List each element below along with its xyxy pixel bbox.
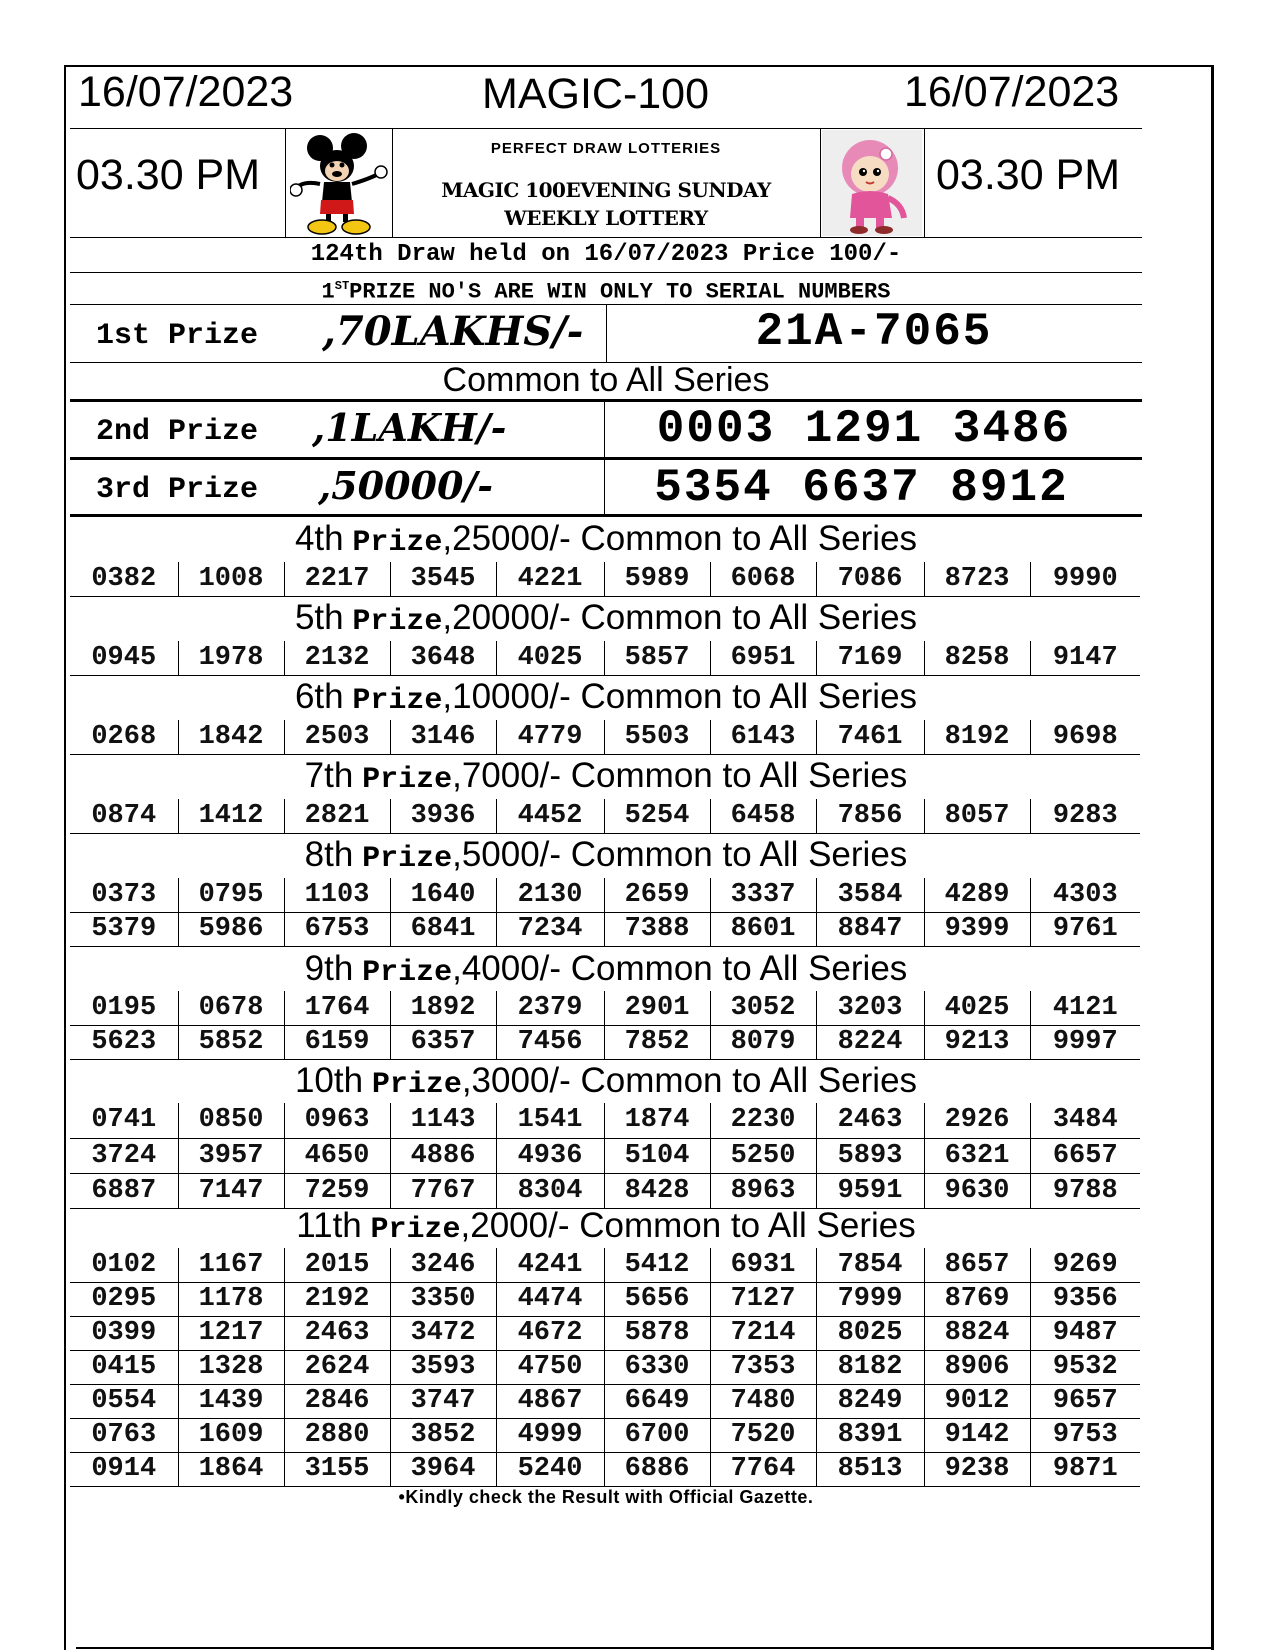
winning-number: 1143	[390, 1103, 496, 1138]
winning-numbers-grid	[70, 641, 1140, 676]
winning-number: 7767	[390, 1173, 496, 1208]
prize-ordinal: 9th	[304, 949, 354, 988]
first-prize-number: 21A-7065	[755, 306, 993, 358]
table-row	[70, 562, 1140, 596]
winning-number: 6931	[710, 1248, 816, 1282]
winning-number: 9532	[1030, 1350, 1140, 1384]
winning-number: 0741	[70, 1103, 178, 1138]
winning-number: 2192	[284, 1282, 390, 1316]
winning-number: 5254	[604, 799, 710, 833]
prize-title	[66, 1060, 1146, 1106]
winning-number: 5986	[178, 912, 284, 946]
winning-number: 6841	[390, 912, 496, 946]
winning-number: 0914	[70, 1452, 178, 1486]
winning-numbers-grid	[70, 1103, 1140, 1209]
winning-number: 3852	[390, 1418, 496, 1452]
winning-number: 9990	[1030, 562, 1140, 596]
winning-number: 6753	[284, 912, 390, 946]
table-row	[70, 1173, 1140, 1208]
winning-number: 0399	[70, 1316, 178, 1350]
time-right: 03.30 PM	[936, 151, 1121, 199]
winning-number: 6886	[604, 1452, 710, 1486]
winning-number: 5852	[178, 1025, 284, 1059]
prize-word: Prize	[352, 605, 443, 639]
winning-number: 8824	[924, 1316, 1030, 1350]
winning-number: 8258	[924, 641, 1030, 675]
table-row	[70, 1350, 1140, 1384]
second-prize-numbers: 0003 1291 3486	[656, 403, 1072, 455]
winning-number: 1640	[390, 878, 496, 912]
winning-number: 8192	[924, 720, 1030, 754]
table-row	[70, 720, 1140, 754]
draw-info: 124th Draw held on 16/07/2023 Price 100/-	[310, 241, 902, 268]
winning-number: 6700	[604, 1418, 710, 1452]
winning-number: 9147	[1030, 641, 1140, 675]
winning-number: 3203	[816, 991, 924, 1025]
winning-number: 4886	[390, 1138, 496, 1173]
winning-numbers-grid	[70, 991, 1140, 1060]
common-note: Common to All Series	[442, 361, 770, 399]
lottery-title-line1: MAGIC 100EVENING SUNDAY	[441, 178, 771, 202]
winning-number: 7259	[284, 1173, 390, 1208]
prize-word: Prize	[370, 1213, 461, 1247]
winning-number: 4867	[496, 1384, 604, 1418]
winning-number: 8428	[604, 1173, 710, 1208]
winning-number: 5503	[604, 720, 710, 754]
winning-numbers-grid	[70, 799, 1140, 834]
winning-number: 8769	[924, 1282, 1030, 1316]
table-row	[70, 1248, 1140, 1282]
winning-number: 7169	[816, 641, 924, 675]
winning-number: 5379	[70, 912, 178, 946]
winning-number: 4474	[496, 1282, 604, 1316]
winning-number: 0763	[70, 1418, 178, 1452]
prize-title	[66, 676, 1146, 722]
winning-number: 5250	[710, 1138, 816, 1173]
winning-number: 4241	[496, 1248, 604, 1282]
winning-number: 0195	[70, 991, 178, 1025]
first-prize-amount: ,70LAKHS/-	[322, 308, 584, 355]
winning-number: 9283	[1030, 799, 1140, 833]
winning-number: 1864	[178, 1452, 284, 1486]
winning-number: 0874	[70, 799, 178, 833]
winning-number: 2463	[816, 1103, 924, 1138]
prize-title	[66, 948, 1146, 994]
winning-number: 9142	[924, 1418, 1030, 1452]
table-row	[70, 878, 1140, 912]
winning-number: 4303	[1030, 878, 1140, 912]
winning-number: 5412	[604, 1248, 710, 1282]
winning-number: 3484	[1030, 1103, 1140, 1138]
winning-number: 7854	[816, 1248, 924, 1282]
prize-amount-note: ,5000/- Common to All Series	[452, 835, 908, 874]
winning-number: 3964	[390, 1452, 496, 1486]
winning-number: 3936	[390, 799, 496, 833]
winning-numbers-grid	[70, 878, 1140, 947]
winning-number: 5240	[496, 1452, 604, 1486]
table-row	[70, 1418, 1140, 1452]
winning-number: 6649	[604, 1384, 710, 1418]
winning-number: 1178	[178, 1282, 284, 1316]
winning-number: 9487	[1030, 1316, 1140, 1350]
table-row	[70, 641, 1140, 675]
prize-word: Prize	[362, 763, 453, 797]
prize-ordinal: 7th	[304, 756, 354, 795]
time-left: 03.30 PM	[76, 151, 261, 199]
winning-numbers-grid	[70, 720, 1140, 755]
winning-number: 2503	[284, 720, 390, 754]
table-row	[70, 912, 1140, 946]
bottom-rule	[76, 1647, 1214, 1649]
prize-amount-note: ,25000/- Common to All Series	[442, 519, 918, 558]
cartoon-mouse-icon	[290, 130, 390, 236]
prize-amount-note: ,7000/- Common to All Series	[452, 756, 908, 795]
prize-word: Prize	[352, 684, 443, 718]
winning-number: 0295	[70, 1282, 178, 1316]
table-row	[70, 1316, 1140, 1350]
winning-number: 3724	[70, 1138, 178, 1173]
table-row	[70, 1384, 1140, 1418]
winning-number: 2880	[284, 1418, 390, 1452]
winning-number: 7086	[816, 562, 924, 596]
prize-ordinal: 5th	[294, 598, 344, 637]
winning-number: 7388	[604, 912, 710, 946]
winning-number: 7764	[710, 1452, 816, 1486]
winning-number: 3052	[710, 991, 816, 1025]
winning-number: 0963	[284, 1103, 390, 1138]
winning-number: 5878	[604, 1316, 710, 1350]
winning-number: 0373	[70, 878, 178, 912]
winning-number: 7353	[710, 1350, 816, 1384]
date-left: 16/07/2023	[78, 68, 294, 116]
winning-number: 0945	[70, 641, 178, 675]
winning-number: 6458	[710, 799, 816, 833]
winning-number: 8224	[816, 1025, 924, 1059]
winning-number: 2821	[284, 799, 390, 833]
prize-title	[66, 834, 1146, 880]
winning-number: 4452	[496, 799, 604, 833]
winning-number: 5656	[604, 1282, 710, 1316]
game-name: MAGIC-100	[482, 70, 710, 118]
winning-number: 5989	[604, 562, 710, 596]
winning-number: 0678	[178, 991, 284, 1025]
winning-number: 1978	[178, 641, 284, 675]
winning-number: 4025	[496, 641, 604, 675]
winning-number: 3146	[390, 720, 496, 754]
winning-number: 8847	[816, 912, 924, 946]
winning-number: 4779	[496, 720, 604, 754]
winning-number: 1217	[178, 1316, 284, 1350]
prize-amount-note: ,10000/- Common to All Series	[442, 677, 918, 716]
serial-note: 1STPRIZE NO'S ARE WIN ONLY TO SERIAL NUMBERS	[321, 279, 891, 305]
prize-title	[66, 1205, 1146, 1251]
prize-amount-note: ,3000/- Common to All Series	[461, 1061, 918, 1100]
winning-number: 9788	[1030, 1173, 1140, 1208]
winning-number: 0268	[70, 720, 178, 754]
winning-number: 8963	[710, 1173, 816, 1208]
winning-number: 6159	[284, 1025, 390, 1059]
winning-number: 0382	[70, 562, 178, 596]
table-row	[70, 1025, 1140, 1059]
table-row	[70, 799, 1140, 833]
winning-number: 7214	[710, 1316, 816, 1350]
winning-number: 1439	[178, 1384, 284, 1418]
winning-number: 2230	[710, 1103, 816, 1138]
table-row	[70, 1138, 1140, 1173]
winning-number: 9997	[1030, 1025, 1140, 1059]
table-row	[70, 1282, 1140, 1316]
prize-title	[66, 597, 1146, 643]
winning-number: 1892	[390, 991, 496, 1025]
winning-number: 7456	[496, 1025, 604, 1059]
winning-number: 9591	[816, 1173, 924, 1208]
winning-number: 4672	[496, 1316, 604, 1350]
table-row	[70, 1452, 1140, 1486]
winning-number: 2379	[496, 991, 604, 1025]
prize-title	[66, 755, 1146, 801]
winning-number: 1412	[178, 799, 284, 833]
winning-number: 1764	[284, 991, 390, 1025]
winning-number: 3472	[390, 1316, 496, 1350]
winning-number: 4025	[924, 991, 1030, 1025]
winning-number: 9269	[1030, 1248, 1140, 1282]
winning-number: 0554	[70, 1384, 178, 1418]
winning-number: 0102	[70, 1248, 178, 1282]
winning-number: 3337	[710, 878, 816, 912]
prize-word: Prize	[371, 1068, 462, 1102]
winning-number: 7856	[816, 799, 924, 833]
winning-number: 1103	[284, 878, 390, 912]
table-row	[70, 1103, 1140, 1138]
table-row	[70, 991, 1140, 1025]
second-prize-label: 2nd Prize	[96, 415, 259, 449]
winning-number: 8057	[924, 799, 1030, 833]
winning-number: 6330	[604, 1350, 710, 1384]
winning-number: 9356	[1030, 1282, 1140, 1316]
winning-number: 3350	[390, 1282, 496, 1316]
winning-number: 1874	[604, 1103, 710, 1138]
winning-number: 8601	[710, 912, 816, 946]
winning-number: 5857	[604, 641, 710, 675]
divider	[70, 128, 1142, 129]
winning-number: 6657	[1030, 1138, 1140, 1173]
third-prize-amount: ,50000/-	[318, 463, 494, 508]
winning-number: 8906	[924, 1350, 1030, 1384]
winning-number: 5623	[70, 1025, 178, 1059]
winning-numbers-grid	[70, 562, 1140, 597]
winning-number: 3545	[390, 562, 496, 596]
lottery-title-line2: WEEKLY LOTTERY	[504, 206, 708, 230]
winning-number: 1328	[178, 1350, 284, 1384]
prize-ordinal: 8th	[304, 835, 354, 874]
prize-title	[66, 518, 1146, 564]
winning-number: 4289	[924, 878, 1030, 912]
winning-number: 0795	[178, 878, 284, 912]
winning-number: 6321	[924, 1138, 1030, 1173]
prize-amount-note: ,20000/- Common to All Series	[442, 598, 918, 637]
winning-number: 1842	[178, 720, 284, 754]
winning-number: 3155	[284, 1452, 390, 1486]
winning-number: 3584	[816, 878, 924, 912]
prize-word: Prize	[362, 956, 453, 990]
winning-number: 9630	[924, 1173, 1030, 1208]
winning-number: 9753	[1030, 1418, 1140, 1452]
winning-number: 1008	[178, 562, 284, 596]
prize-ordinal: 11th	[296, 1206, 362, 1245]
prize-ordinal: 10th	[294, 1061, 364, 1100]
winning-number: 7127	[710, 1282, 816, 1316]
winning-number: 6887	[70, 1173, 178, 1208]
company-name: PERFECT DRAW LOTTERIES	[490, 140, 722, 157]
winning-number: 7520	[710, 1418, 816, 1452]
winning-number: 2217	[284, 562, 390, 596]
winning-number: 8249	[816, 1384, 924, 1418]
winning-number: 7852	[604, 1025, 710, 1059]
winning-number: 8025	[816, 1316, 924, 1350]
prize-ordinal: 6th	[294, 677, 344, 716]
winning-number: 6068	[710, 562, 816, 596]
winning-number: 8079	[710, 1025, 816, 1059]
prize-amount-note: ,4000/- Common to All Series	[452, 949, 908, 988]
winning-number: 7999	[816, 1282, 924, 1316]
winning-number: 2926	[924, 1103, 1030, 1138]
winning-number: 2901	[604, 991, 710, 1025]
winning-number: 4999	[496, 1418, 604, 1452]
winning-number: 9399	[924, 912, 1030, 946]
winning-number: 2846	[284, 1384, 390, 1418]
winning-number: 3593	[390, 1350, 496, 1384]
winning-number: 6357	[390, 1025, 496, 1059]
winning-number: 6951	[710, 641, 816, 675]
winning-number: 9871	[1030, 1452, 1140, 1486]
winning-number: 9213	[924, 1025, 1030, 1059]
winning-number: 4121	[1030, 991, 1140, 1025]
third-prize-numbers: 5354 6637 8912	[654, 462, 1069, 514]
first-prize-label: 1st Prize	[96, 319, 259, 353]
prize-amount-note: ,2000/- Common to All Series	[460, 1206, 916, 1245]
prize-word: Prize	[362, 842, 453, 876]
winning-number: 5104	[604, 1138, 710, 1173]
winning-number: 1609	[178, 1418, 284, 1452]
third-prize-label: 3rd Prize	[96, 473, 259, 507]
winning-number: 8391	[816, 1418, 924, 1452]
winning-number: 3246	[390, 1248, 496, 1282]
winning-number: 9012	[924, 1384, 1030, 1418]
winning-number: 4750	[496, 1350, 604, 1384]
winning-number: 2015	[284, 1248, 390, 1282]
winning-number: 9238	[924, 1452, 1030, 1486]
winning-number: 7480	[710, 1384, 816, 1418]
winning-number: 8723	[924, 562, 1030, 596]
winning-number: 9657	[1030, 1384, 1140, 1418]
winning-number: 2659	[604, 878, 710, 912]
winning-number: 8304	[496, 1173, 604, 1208]
winning-number: 8513	[816, 1452, 924, 1486]
winning-number: 6143	[710, 720, 816, 754]
winning-number: 4650	[284, 1138, 390, 1173]
winning-number: 3957	[178, 1138, 284, 1173]
winning-number: 9698	[1030, 720, 1140, 754]
winning-numbers-grid	[70, 1248, 1140, 1487]
winning-number: 3648	[390, 641, 496, 675]
winning-number: 8657	[924, 1248, 1030, 1282]
date-right: 16/07/2023	[904, 68, 1120, 116]
winning-number: 4221	[496, 562, 604, 596]
prize-word: Prize	[352, 526, 443, 560]
second-prize-amount: ,1LAKH/-	[312, 405, 507, 450]
winning-number: 7147	[178, 1173, 284, 1208]
winning-number: 0850	[178, 1103, 284, 1138]
prize-ordinal: 4th	[294, 519, 344, 558]
winning-number: 3747	[390, 1384, 496, 1418]
winning-number: 2130	[496, 878, 604, 912]
winning-number: 7461	[816, 720, 924, 754]
cartoon-girl-icon	[822, 130, 922, 236]
winning-number: 2132	[284, 641, 390, 675]
footer-note: •Kindly check the Result with Official Gazette.	[398, 1487, 814, 1507]
winning-number: 1541	[496, 1103, 604, 1138]
winning-number: 7234	[496, 912, 604, 946]
winning-number: 2624	[284, 1350, 390, 1384]
winning-number: 0415	[70, 1350, 178, 1384]
winning-number: 5893	[816, 1138, 924, 1173]
winning-number: 4936	[496, 1138, 604, 1173]
winning-number: 8182	[816, 1350, 924, 1384]
winning-number: 2463	[284, 1316, 390, 1350]
winning-number: 1167	[178, 1248, 284, 1282]
winning-number: 9761	[1030, 912, 1140, 946]
